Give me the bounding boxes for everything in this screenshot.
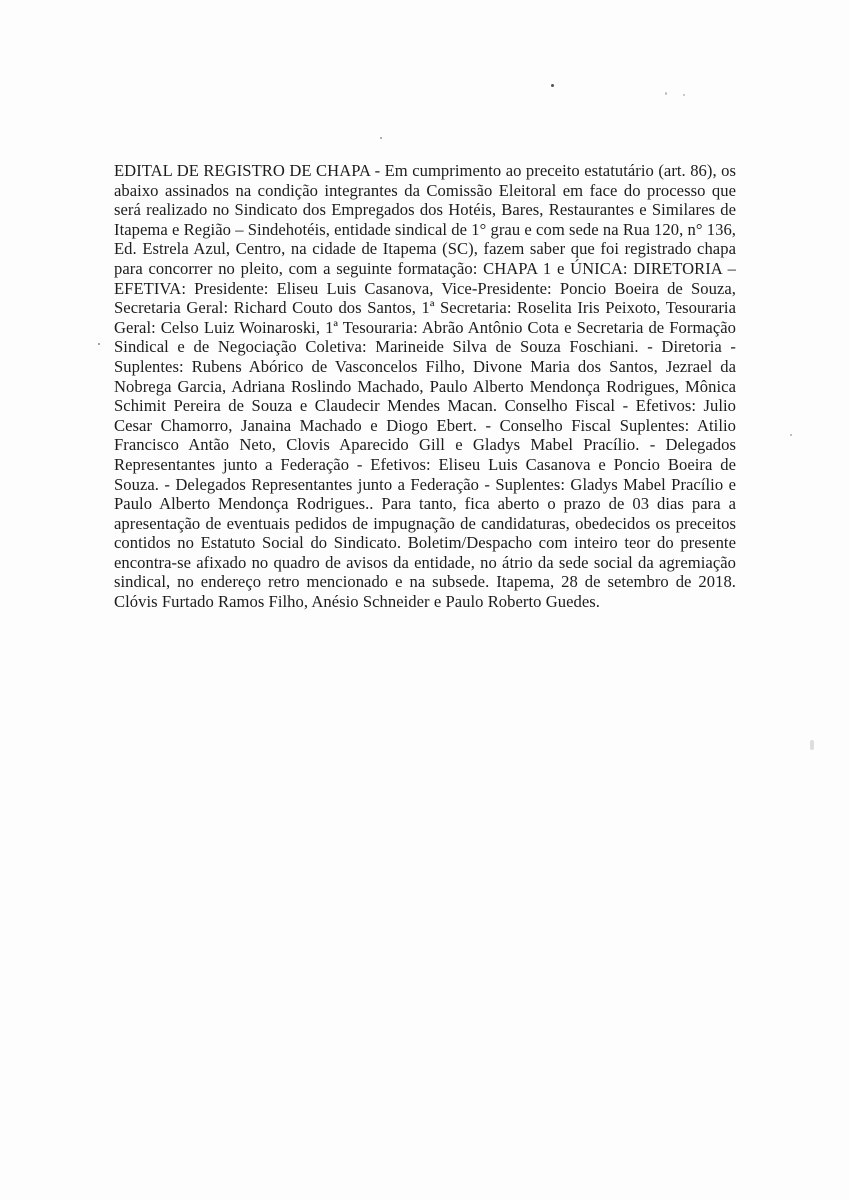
scan-speck bbox=[683, 94, 685, 96]
scan-speck bbox=[551, 84, 554, 87]
scan-speck bbox=[665, 92, 667, 95]
scan-speck bbox=[98, 343, 100, 345]
scan-speck bbox=[790, 434, 792, 436]
scan-speck bbox=[380, 137, 382, 139]
scan-speck bbox=[810, 740, 814, 750]
edital-text: EDITAL DE REGISTRO DE CHAPA - Em cumprimento ao preceito estatutário (art. 86), os abaixo assinados na condição integrantes da Comissão Eleitoral em face do processo que será realizado no Sindicato dos Empregados dos Hotéis, Bares, Restaurantes e Similares de Itapema e Região – Sindehotéis, entidade sindical de 1° grau e com sede na Rua 120, n° 136, Ed. Estrela Azul, Centro, na cidade de Itapema (SC), fazem saber que foi registrado chapa para concorrer no pleito, com a seguinte formatação: CHAPA 1 e ÚNICA: DIRETORIA – EFETIVA: Presidente: Eliseu Luis Casanova, Vice-Presidente: Poncio Boeira de Souza, Secretaria Geral: Richard Couto dos Santos, 1ª Secretaria: Roselita Iris Peixoto, Tesouraria Geral: Celso Luiz Woinaroski, 1ª Tesouraria: Abrão Antônio Cota e Secretaria de Formação Sindical e de Negociação Coletiva: Marineide Silva de Souza Foschiani. - Diretoria - Suplentes: Rubens Abórico de Vasconcelos Filho, Divone Maria dos Santos, Jezrael da Nobrega Garcia, Adriana Roslindo Machado, Paulo Alberto Mendonça Rodrigues, Mônica Schimit Pereira de Souza e Claudecir Mendes Macan. Conselho Fiscal - Efetivos: Julio Cesar Chamorro, Janaina Machado e Diogo Ebert. - Conselho Fiscal Suplentes: Atilio Francisco Antão Neto, Clovis Aparecido Gill e Gladys Mabel Pracílio. - Delegados Representantes junto a Federação - Efetivos: Eliseu Luis Casanova e Poncio Boeira de Souza. - Delegados Representantes junto a Federação - Suplentes: Gladys Mabel Pracílio e Paulo Alberto Mendonça Rodrigues.. Para tanto, fica aberto o prazo de 03 dias para a apresentação de eventuais pedidos de impugnação de candidaturas, obedecidos os preceitos contidos no Estatuto Social do Sindicato. Boletim/Despacho com inteiro teor do presente encontra-se afixado no quadro de avisos da entidade, no átrio da sede social da agremiação sindical, no endereço retro mencionado e na subsede. Itapema, 28 de setembro de 2018. Clóvis Furtado Ramos Filho, Anésio Schneider e Paulo Roberto Guedes. bbox=[114, 161, 736, 612]
